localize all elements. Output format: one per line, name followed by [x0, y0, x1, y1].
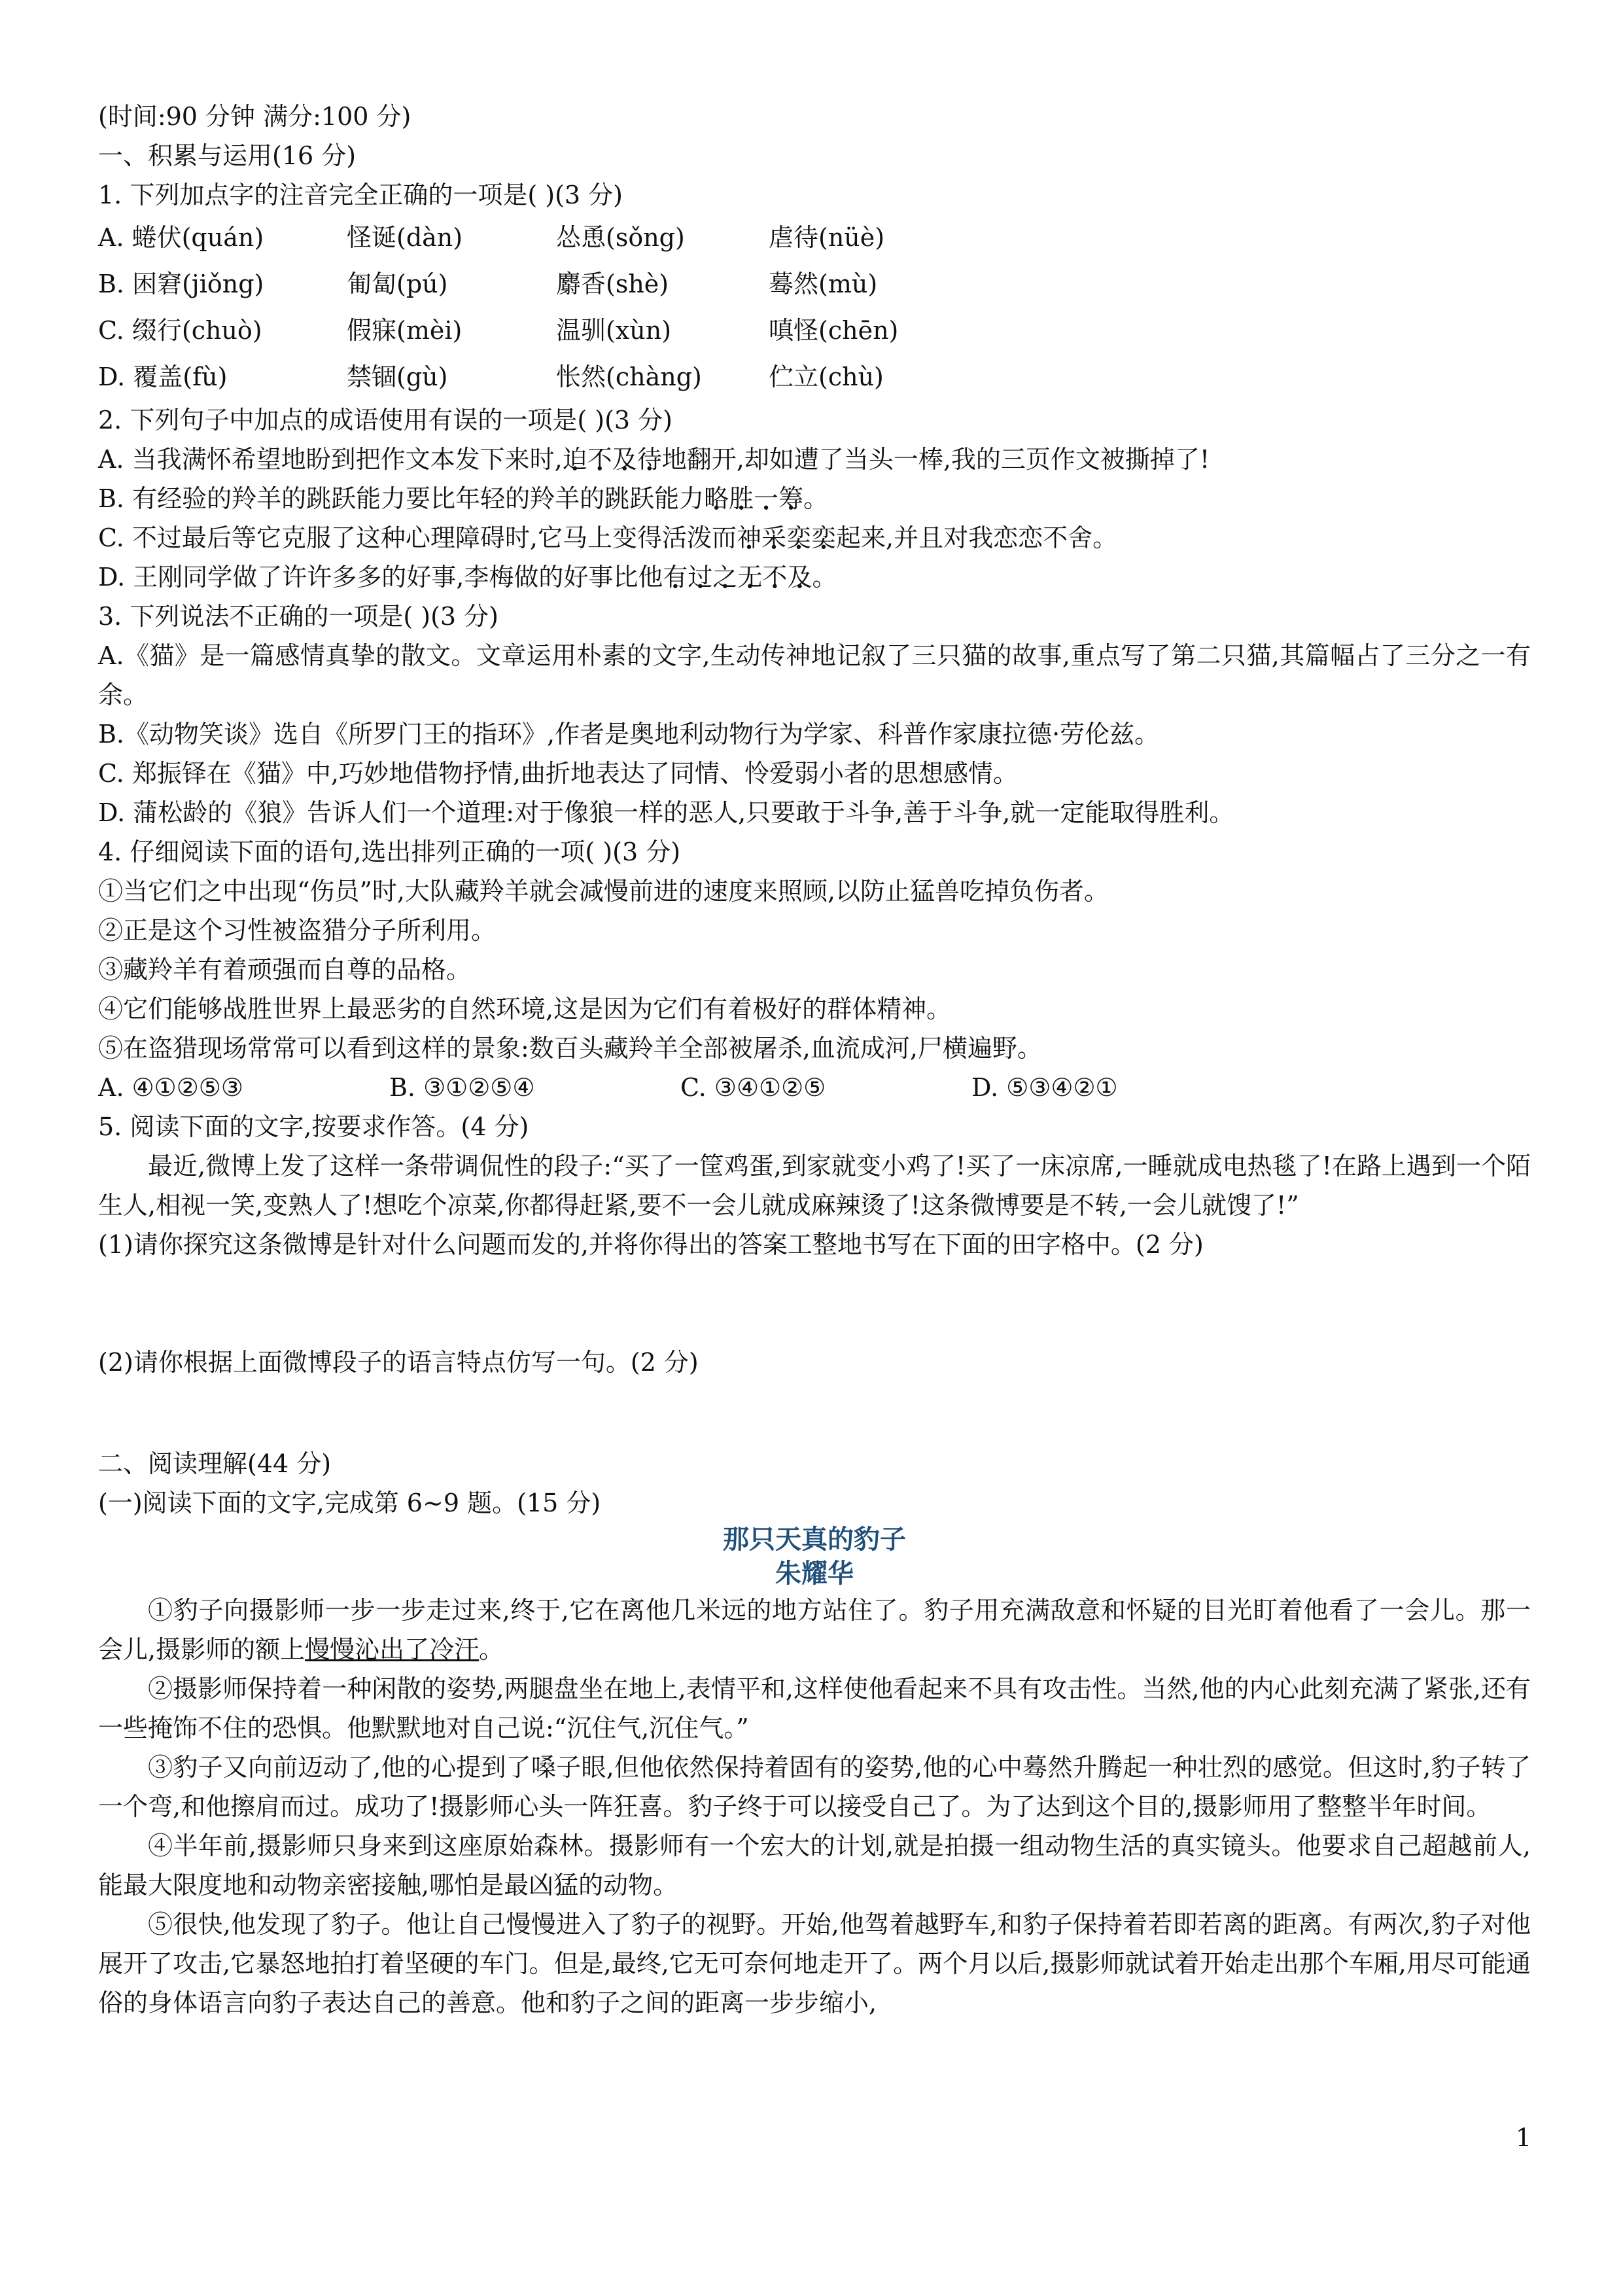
q1-d-word-3: 怅然(chàng): [556, 362, 702, 391]
q1-c-word-4: 嗔怪(chēn): [769, 316, 899, 345]
q5-sub-question-1: (1)请你探究这条微博是针对什么问题而发的,并将你得出的答案工整地书写在下面的田字格中。(2 分): [98, 1230, 1204, 1259]
q1-a-word-3: 怂恿(sǒng): [556, 223, 685, 252]
q1-option-c: [98, 308, 1531, 354]
article-paragraph-4: ④半年前,摄影师只身来到这座原始森林。摄影师有一个宏大的计划,就是拍摄一组动物生活的真实镜头。他要求自己超越前人,能最大限度地和动物亲密接触,哪怕是最凶猛的动物。: [98, 1831, 1531, 1899]
q5-passage: 最近,微博上发了这样一条带调侃性的段子:“买了一筐鸡蛋,到家就变小鸡了!买了一床凉席,一睡就成电热毯了!在路上遇到一个陌生人,相视一笑,变熟人了!想吃个凉菜,你都得赶紧,要不一会儿就成麻辣烫了!这条微博要是不转,一会儿就馊了!”: [98, 1152, 1531, 1220]
q4-sentence-4: ④它们能够战胜世界上最恶劣的自然环境,这是因为它们有着极好的群体精神。: [98, 995, 952, 1023]
q4-option-c: C. ③④①②⑤: [680, 1073, 826, 1102]
q4-sentence-5: ⑤在盗猎现场常常可以看到这样的景象:数百头藏羚羊全部被屠杀,血流成河,尸横遍野。: [98, 1034, 1042, 1063]
q1-d-word-1: D. 覆盖(fù): [98, 362, 228, 391]
question-5-stem: 5. 阅读下面的文字,按要求作答。(4 分): [98, 1112, 529, 1141]
q1-b-word-2: 匍匐(pú): [347, 270, 448, 298]
q2-c-idiom: 神采奕奕: [736, 523, 837, 552]
q2-d-idiom: 有过之无不及: [663, 563, 812, 592]
q2-c-post: 起来,并且对我恋恋不舍。: [836, 523, 1118, 552]
time-info: (时间:90 分钟 满分:100 分): [98, 102, 411, 131]
page-number: 1: [1515, 2123, 1531, 2152]
p1-text: ①豹子向摄影师一步一步走过来,终于,它在离他几米远的地方站住了。豹子用充满敌意和怀疑的目光盯着他看了一会儿。那一会儿,摄影师的额上: [98, 1596, 1531, 1664]
q4-sentence-1: ①当它们之中出现“伤员”时,大队藏羚羊就会减慢前进的速度来照顾,以防止猛兽吃掉负伤者。: [98, 877, 1109, 906]
q5-sub-question-2: (2)请你根据上面微博段子的语言特点仿写一句。(2 分): [98, 1348, 699, 1377]
article-author: 朱耀华: [775, 1559, 854, 1589]
article-paragraph-1: [98, 1591, 1531, 1669]
q1-option-a: [98, 215, 1531, 261]
q4-options: [98, 1068, 1531, 1107]
q3-option-d: D. 蒲松龄的《狼》告诉人们一个道理:对于像狼一样的恶人,只要敢于斗争,善于斗争,就一定能取得胜利。: [98, 798, 1234, 827]
question-3-stem: 3. 下列说法不正确的一项是( )(3 分): [98, 602, 498, 631]
q2-a-post: 地翻开,却如遭了当头一棒,我的三页作文被撕掉了!: [661, 445, 1210, 474]
q3-option-a: A.《猫》是一篇感情真挚的散文。文章运用朴素的文字,生动传神地记叙了三只猫的故事,重点写了第二只猫,其篇幅占了三分之一有余。: [98, 641, 1531, 709]
q3-option-c: C. 郑振铎在《猫》中,巧妙地借物抒情,曲折地表达了同情、怜爱弱小者的思想感情。: [98, 759, 1019, 788]
q4-option-d: D. ⑤③④②①: [971, 1073, 1118, 1102]
q2-b-pre: B. 有经验的羚羊的跳跃能力要比年轻的羚羊的跳跃能力: [98, 484, 705, 513]
q3-option-b: B.《动物笑谈》选自《所罗门王的指环》,作者是奥地利动物行为学家、科普作家康拉德·劳伦兹。: [98, 720, 1160, 749]
q2-option-b: [98, 479, 1531, 518]
article-paragraph-3: ③豹子又向前迈动了,他的心提到了嗓子眼,但他依然保持着固有的姿势,他的心中蓦然升腾起一种壮烈的感觉。但这时,豹子转了一个弯,和他擦肩而过。成功了!摄影师心头一阵狂喜。豹子终于可以接受自己了。为了达到这个目的,摄影师用了整整半年时间。: [98, 1753, 1531, 1821]
q2-option-d: [98, 557, 1531, 597]
q4-sentence-3: ③藏羚羊有着顽强而自尊的品格。: [98, 955, 472, 984]
q1-d-word-2: 禁锢(gù): [347, 362, 448, 391]
q1-b-word-1: B. 困窘(jiǒng): [98, 270, 264, 298]
q4-option-a: A. ④①②⑤③: [98, 1073, 243, 1102]
q1-c-word-1: C. 缀行(chuò): [98, 316, 262, 345]
q4-sentence-2: ②正是这个习性被盗猎分子所利用。: [98, 916, 497, 945]
p1-end: 。: [479, 1635, 504, 1664]
q1-c-word-3: 温驯(xùn): [556, 316, 672, 345]
q1-b-word-3: 麝香(shè): [556, 270, 669, 298]
q1-d-word-4: 伫立(chù): [769, 362, 884, 391]
p1-underlined-phrase: 慢慢沁出了冷汗: [305, 1635, 480, 1664]
article-paragraph-2: ②摄影师保持着一种闲散的姿势,两腿盘坐在地上,表情平和,这样使他看起来不具有攻击性。当然,他的内心此刻充满了紧张,还有一些掩饰不住的恐惧。他默默地对自己说:“沉住气,沉住气。”: [98, 1674, 1531, 1742]
q1-a-word-1: A. 蜷伏(quán): [98, 223, 264, 252]
q1-b-word-4: 蓦然(mù): [769, 270, 878, 298]
exam-page: [98, 97, 1531, 2022]
q2-d-pre: D. 王刚同学做了许许多多的好事,李梅做的好事比他: [98, 563, 663, 592]
q2-option-a: [98, 440, 1531, 479]
q1-c-word-2: 假寐(mèi): [347, 316, 462, 345]
q1-option-b: [98, 261, 1531, 308]
q2-a-idiom: 迫不及待: [562, 445, 662, 474]
section-1-title: 一、积累与运用(16 分): [98, 141, 357, 170]
q2-b-idiom: 略胜一筹: [704, 484, 804, 513]
q1-a-word-2: 怪诞(dàn): [347, 223, 463, 252]
q2-option-c: [98, 518, 1531, 557]
q4-option-b: B. ③①②⑤④: [389, 1073, 535, 1102]
q2-b-post: 。: [803, 484, 829, 513]
q2-c-pre: C. 不过最后等它克服了这种心理障碍时,它马上变得活泼而: [98, 523, 737, 552]
question-2-stem: 2. 下列句子中加点的成语使用有误的一项是( )(3 分): [98, 406, 672, 434]
question-1-stem: 1. 下列加点字的注音完全正确的一项是( )(3 分): [98, 181, 623, 209]
q1-a-word-4: 虐待(nüè): [769, 223, 885, 252]
article-paragraph-5: ⑤很快,他发现了豹子。他让自己慢慢进入了豹子的视野。开始,他驾着越野车,和豹子保持着若即若离的距离。有两次,豹子对他展开了攻击,它暴怒地拍打着坚硬的车门。但是,最终,它无可奈何地走开了。两个月以后,摄影师就试着开始走出那个车厢,用尽可能通俗的身体语言向豹子表达自己的善意。他和豹子之间的距离一步步缩小,: [98, 1910, 1531, 2017]
q5-answer-space-1[interactable]: [98, 1264, 1531, 1343]
q1-option-d: [98, 354, 1531, 400]
article-title: 那只天真的豹子: [723, 1525, 906, 1555]
q2-a-pre: A. 当我满怀希望地盼到把作文本发下来时,: [98, 445, 563, 474]
question-4-stem: 4. 仔细阅读下面的语句,选出排列正确的一项( )(3 分): [98, 838, 681, 866]
section-2-title: 二、阅读理解(44 分): [98, 1449, 332, 1478]
q5-answer-space-2[interactable]: [98, 1382, 1531, 1444]
section-2-part-1: (一)阅读下面的文字,完成第 6~9 题。(15 分): [98, 1489, 601, 1517]
q2-d-post: 。: [812, 563, 837, 592]
